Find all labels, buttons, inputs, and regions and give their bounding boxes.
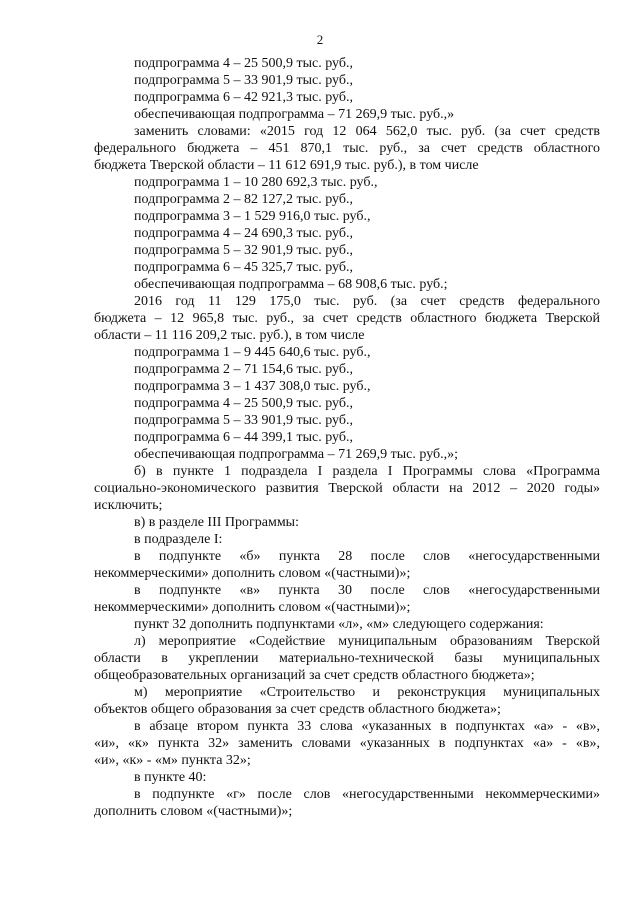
text-line: некоммерческими» дополнить словом «(частными)»;: [94, 600, 411, 615]
text-line: в подпункте «в» пункта 30 после слов «негосударственными: [134, 583, 600, 598]
text-line: федерального бюджета – 451 870,1 тыс. руб., за счет средств областного: [94, 141, 600, 156]
text-line: некоммерческими» дополнить словом «(частными)»;: [94, 566, 411, 581]
text-line: в подпункте «г» после слов «негосударственными некоммерческими»: [134, 787, 600, 802]
text-line: м) мероприятие «Строительство и реконструкция муниципальных: [134, 685, 600, 700]
text-line: в абзаце втором пункта 33 слова «указанных в подпунктах «а» - «в»,: [134, 719, 600, 734]
text-line: обеспечивающая подпрограмма – 68 908,6 тыс. руб.;: [134, 277, 448, 292]
text-line: исключить;: [94, 498, 163, 513]
text-line: 2016 год 11 129 175,0 тыс. руб. (за счет средств федерального: [134, 294, 600, 309]
text-line: бюджета – 12 965,8 тыс. руб., за счет средств областного бюджета Тверской: [94, 311, 600, 326]
text-line: обеспечивающая подпрограмма – 71 269,9 тыс. руб.,»: [134, 107, 455, 122]
text-line: подпрограмма 5 – 33 901,9 тыс. руб.,: [134, 73, 353, 88]
text-line: л) мероприятие «Содействие муниципальным образованиям Тверской: [134, 634, 600, 649]
text-line: подпрограмма 6 – 42 921,3 тыс. руб.,: [134, 90, 353, 105]
text-line: подпрограмма 5 – 33 901,9 тыс. руб.,: [134, 413, 353, 428]
text-line: подпрограмма 1 – 10 280 692,3 тыс. руб.,: [134, 175, 378, 190]
text-line: подпрограмма 5 – 32 901,9 тыс. руб.,: [134, 243, 353, 258]
text-line: дополнить словом «(частными)»;: [94, 804, 293, 819]
text-line: подпрограмма 2 – 71 154,6 тыс. руб.,: [134, 362, 353, 377]
text-line: заменить словами: «2015 год 12 064 562,0 тыс. руб. (за счет средств: [134, 124, 600, 139]
page-number: 2: [316, 32, 324, 47]
text-line: подпрограмма 3 – 1 437 308,0 тыс. руб.,: [134, 379, 371, 394]
text-line: «и», «к» - «м» пункта 32»;: [94, 753, 251, 768]
text-line: подпрограмма 4 – 25 500,9 тыс. руб.,: [134, 396, 353, 411]
text-line: подпрограмма 6 – 44 399,1 тыс. руб.,: [134, 430, 353, 445]
text-line: социально-экономического развития Тверской области на 2012 – 2020 годы»: [94, 481, 600, 496]
text-line: подпрограмма 2 – 82 127,2 тыс. руб.,: [134, 192, 353, 207]
text-line: б) в пункте 1 подраздела I раздела I Программы слова «Программа: [134, 464, 600, 479]
text-line: в подразделе I:: [134, 532, 223, 547]
text-line: подпрограмма 3 – 1 529 916,0 тыс. руб.,: [134, 209, 371, 224]
text-line: области – 11 116 209,2 тыс. руб.), в том числе: [94, 328, 365, 343]
text-line: пункт 32 дополнить подпунктами «л», «м» следующего содержания:: [134, 617, 544, 632]
text-line: бюджета Тверской области – 11 612 691,9 тыс. руб.), в том числе: [94, 158, 479, 173]
text-line: подпрограмма 4 – 25 500,9 тыс. руб.,: [134, 56, 353, 71]
text-line: подпрограмма 4 – 24 690,3 тыс. руб.,: [134, 226, 353, 241]
text-line: в подпункте «б» пункта 28 после слов «негосударственными: [134, 549, 600, 564]
text-line: области в укреплении материально-технической базы муниципальных: [94, 651, 600, 666]
text-line: в) в разделе III Программы:: [134, 515, 299, 530]
text-line: подпрограмма 6 – 45 325,7 тыс. руб.,: [134, 260, 353, 275]
text-line: обеспечивающая подпрограмма – 71 269,9 тыс. руб.,»;: [134, 447, 459, 462]
text-line: подпрограмма 1 – 9 445 640,6 тыс. руб.,: [134, 345, 371, 360]
text-line: общеобразовательных организаций за счет средств областного бюджета»;: [94, 668, 535, 683]
text-line: объектов общего образования за счет средств областного бюджета»;: [94, 702, 501, 717]
text-line: в пункте 40:: [134, 770, 207, 785]
text-line: «и», «к» пункта 32» заменить словами «указанных в подпунктах «а» - «в»,: [94, 736, 600, 751]
document-body: [94, 55, 600, 820]
